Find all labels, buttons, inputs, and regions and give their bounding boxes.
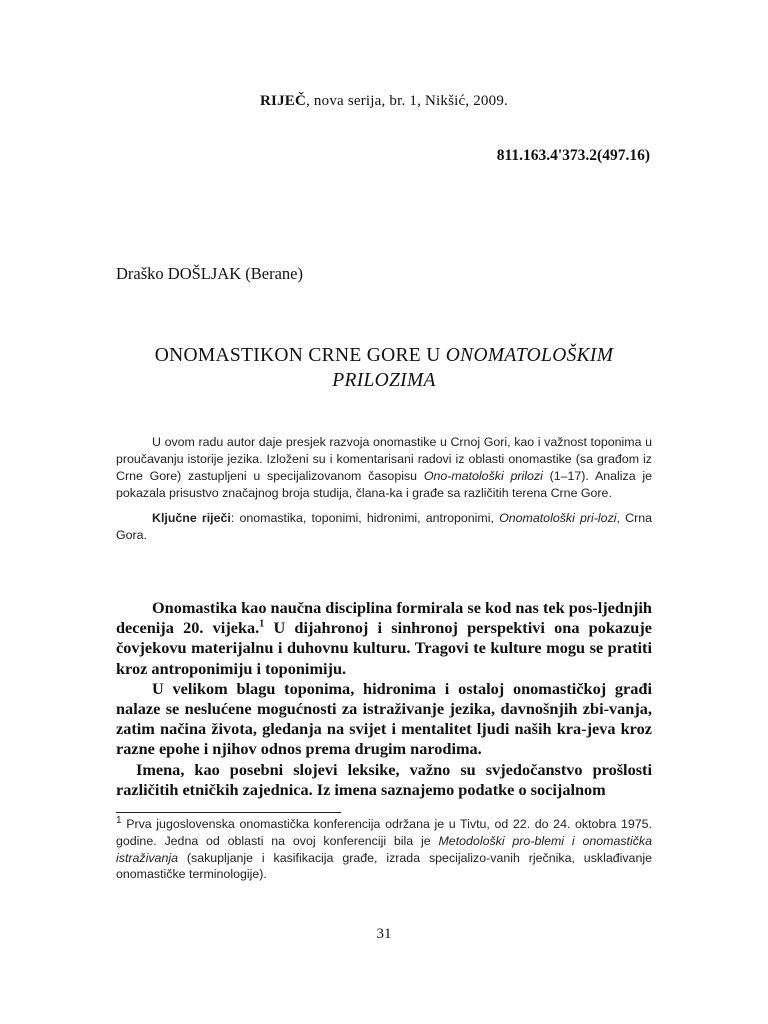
body-paragraph-3: Imena, kao posebni slojevi leksike, važno su svjedočanstvo prošlosti različitih etničkih zajednica. Iz imena saznajemo podatke o socijalnom	[116, 759, 652, 799]
title-plain: ONOMASTIKON CRNE GORE U	[154, 345, 446, 366]
body-paragraph-1	[116, 598, 652, 679]
footnote	[116, 816, 652, 883]
abstract-text-a: U ovom radu autor daje presjek razvoja onomastike u Crnoj Gori, kao i važnost toponima u proučavanju istorije jezika. Izloženi su i komentarisani radovi iz oblasti onomastike (sa građom iz Crne Gore) zastupljeni u specijalizovanom časopisu	[116, 435, 652, 484]
body-paragraph-2: U velikom blagu toponima, hidronima i ostaloj onomastičkoj građi nalaze se neslućene mogućnosti za istraživanje jezika, davnošnjih zbi-vanja, zatim načina života, gledanja na svijet i mentalitet ljudi naših kra-jeva kroz razne epohe i njihov odnos prema drugim narodima.	[116, 678, 652, 759]
udc-code: 811.163.4'373.2(497.16)	[496, 147, 650, 164]
page-number: 31	[376, 926, 392, 942]
body-text	[116, 598, 652, 800]
body-p1-a: Onomastika kao naučna disciplina formirala se kod nas tek pos-ljednjih decenija 20. vijeka.	[116, 598, 652, 638]
footnote-number: 1	[116, 814, 122, 826]
abstract-paragraph	[116, 434, 652, 502]
keywords-paragraph	[116, 510, 652, 544]
journal-name: RIJEČ	[260, 93, 307, 109]
keywords-italic: Onomatološki pri-lozi	[499, 511, 617, 526]
abstract-journal-italic: Ono-matološki prilozi	[423, 469, 543, 484]
abstract	[116, 434, 652, 545]
author-line: Draško DOŠLJAK (Berane)	[116, 264, 303, 283]
footnote-italic: Metodološki pro-blemi i onomastička istraživanja	[116, 833, 653, 865]
body-p1-b: U dijahronoj i sinhronoj perspektivi ona pokazuje čovjekovu materijalnu i duhovnu kulturu. Tragovi te kulture mogu se pratiti kroz antroponimiju i toponimiju.	[116, 618, 652, 678]
footnote-text-b: (sakupljanje i kasifikacija građe, izrada specijalizo-vanih rječnika, usklađivanje onomastičke terminologije).	[116, 850, 652, 882]
keywords-text-b: , Crna Gora.	[116, 511, 652, 543]
abstract-text-b: (1–17). Analiza je pokazala prisustvo značajnog broja studija, člana-ka i građe sa različitih terena Crne Gore.	[116, 469, 652, 501]
footnote-text-a: Prva jugoslovenska onomastička konferencija održana je u Tivtu, od 22. do 24. oktobra 1975. godine. Jedna od oblasti na ovoj konferenciji bila je	[116, 817, 652, 848]
title-italic-line1: ONOMATOLOŠKIM	[445, 345, 614, 366]
article-title	[116, 343, 652, 393]
keywords-text-a: : onomastika, toponimi, hidronimi, antroponimi,	[230, 511, 500, 526]
keywords-label: Ključne riječi	[152, 511, 231, 526]
journal-issue-info: , nova serija, br. 1, Nikšić, 2009.	[306, 93, 508, 109]
title-italic-line2: PRILOZIMA	[332, 370, 436, 391]
footnote-ref[interactable]: 1	[259, 618, 265, 630]
footnote-paragraph	[116, 816, 652, 883]
footnote-divider	[116, 812, 341, 813]
running-header	[116, 93, 652, 110]
